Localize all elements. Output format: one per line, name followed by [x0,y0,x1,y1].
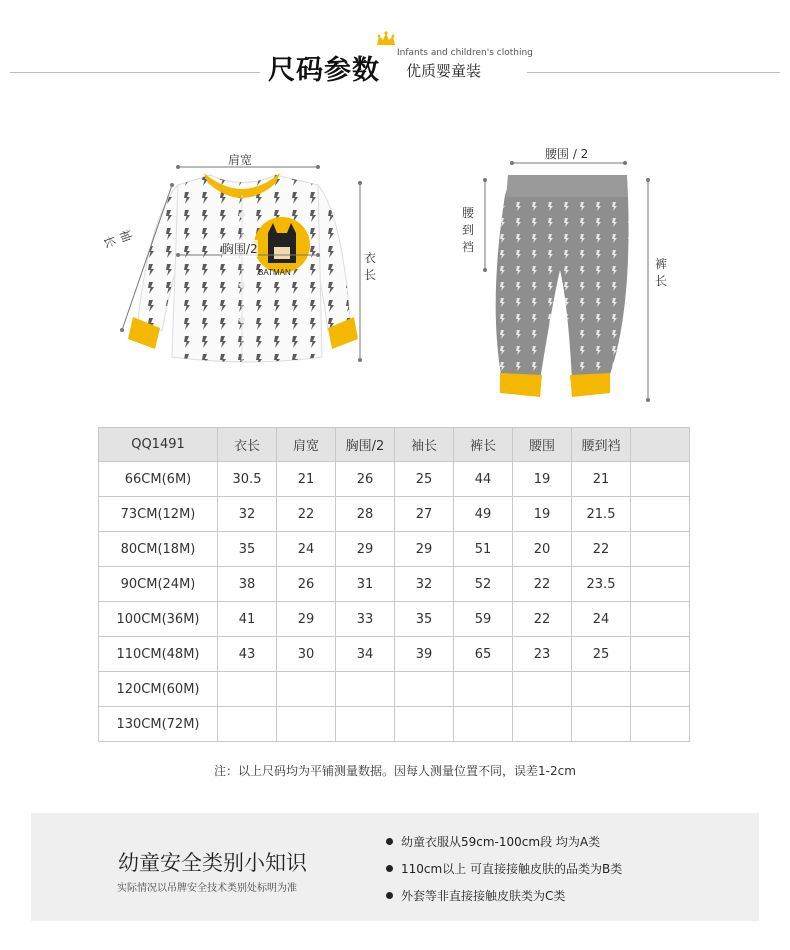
label-rise: 腰到裆 [461,206,474,254]
header-cell: 胸围/2 [336,428,395,462]
label-waist: 腰围 / 2 [545,147,589,161]
measurement-cell [631,462,690,497]
header-subtitle: 优质婴童装 [406,62,482,80]
measurement-cell [631,497,690,532]
measurement-cell: 19 [513,497,572,532]
measurement-note: 注：以上尺码均为平铺测量数据。因每人测量位置不同，误差1-2cm [214,764,576,778]
measurement-cell: 52 [454,567,513,602]
measurement-cell [572,672,631,707]
size-cell: 66CM(6M) [99,462,218,497]
header-cell: 裤长 [454,428,513,462]
measurement-cell: 33 [336,602,395,637]
measurement-cell: 26 [336,462,395,497]
bullet-icon [386,838,393,845]
measurement-cell: 20 [513,532,572,567]
measurement-cell: 32 [395,567,454,602]
measurement-cell: 65 [454,637,513,672]
measurement-cell: 51 [454,532,513,567]
shirt-image [128,173,358,363]
table-header-row [99,428,690,462]
header-cell: 腰到裆 [572,428,631,462]
measurement-cell: 30.5 [218,462,277,497]
measurement-cell: 38 [218,567,277,602]
header-cell: QQ1491 [99,428,218,462]
measurement-cell: 43 [218,637,277,672]
size-cell: 120CM(60M) [99,672,218,707]
table-row [99,567,690,602]
header-cell: 肩宽 [277,428,336,462]
measurement-cell [395,707,454,742]
measurement-cell: 35 [395,602,454,637]
measurement-cell: 21 [572,462,631,497]
measurement-cell: 29 [336,532,395,567]
list-item [386,861,622,888]
measurement-cell [336,707,395,742]
measurement-cell: 44 [454,462,513,497]
measurement-cell [631,567,690,602]
measurement-cell: 26 [277,567,336,602]
header-cell [631,428,690,462]
measurement-cell [631,672,690,707]
measurement-cell [631,637,690,672]
measurement-cell: 23 [513,637,572,672]
measurement-cell [572,707,631,742]
measurement-cell: 24 [277,532,336,567]
header-cell: 衣长 [218,428,277,462]
garment-illustration [0,135,790,425]
list-item-text: 外套等非直接接触皮肤类为C类 [401,889,566,903]
pants-image [496,175,629,397]
measurement-cell: 21.5 [572,497,631,532]
header-cell: 袖长 [395,428,454,462]
header-english: Infants and children's clothing [397,48,533,58]
measurement-cell: 25 [572,637,631,672]
page-title: 尺码参数 [268,55,380,86]
size-cell: 110CM(48M) [99,637,218,672]
list-item-text: 110cm以上 可直接接触皮肤的品类为B类 [401,862,623,876]
size-cell: 100CM(36M) [99,602,218,637]
measurement-cell: 39 [395,637,454,672]
measurement-cell: 22 [513,602,572,637]
size-cell: 90CM(24M) [99,567,218,602]
table-row [99,497,690,532]
measurement-cell [631,602,690,637]
knowledge-list [386,834,622,915]
label-sleeve: 袖长 [100,227,135,250]
measurement-cell: 30 [277,637,336,672]
measurement-cell [513,707,572,742]
table-row [99,707,690,742]
measurement-cell: 28 [336,497,395,532]
table-row [99,532,690,567]
measurement-cell [395,672,454,707]
measurement-cell [513,672,572,707]
table-row [99,602,690,637]
measurement-cell [454,672,513,707]
measurement-cell: 31 [336,567,395,602]
crown-icon [375,31,397,47]
measurement-cell: 41 [218,602,277,637]
measurement-cell [218,707,277,742]
measurement-cell: 34 [336,637,395,672]
measurement-cell: 24 [572,602,631,637]
measurement-cell [631,707,690,742]
measurement-cell [454,707,513,742]
table-row [99,672,690,707]
label-pants-length: 裤长 [654,257,667,288]
measurement-cell: 29 [277,602,336,637]
measurement-cell: 27 [395,497,454,532]
label-shoulder: 肩宽 [228,153,253,167]
header-cell: 腰围 [513,428,572,462]
measurement-cell [218,672,277,707]
size-table [98,427,690,742]
measurement-cell: 19 [513,462,572,497]
batman-print-text: BATMAN [258,268,291,277]
measurement-cell: 49 [454,497,513,532]
measurement-cell: 32 [218,497,277,532]
measurement-cell [277,672,336,707]
measurement-cell: 23.5 [572,567,631,602]
label-chest: 胸围/2 [222,242,258,256]
measurement-cell: 59 [454,602,513,637]
bullet-icon [386,865,393,872]
header-line-right [527,72,780,73]
measurement-cell: 22 [572,532,631,567]
label-length: 衣长 [363,251,376,282]
measurement-cell: 22 [513,567,572,602]
measurement-cell: 29 [395,532,454,567]
table-row [99,637,690,672]
list-item [386,834,622,861]
knowledge-subtitle: 实际情况以吊牌安全技术类别处标明为准 [117,883,297,894]
knowledge-title: 幼童安全类别小知识 [118,851,307,875]
measurement-cell [336,672,395,707]
size-cell: 130CM(72M) [99,707,218,742]
safety-knowledge-panel [31,813,759,921]
measurement-cell: 35 [218,532,277,567]
list-item-text: 幼童衣服从59cm-100cm段 均为A类 [401,835,601,849]
measurement-cell [631,532,690,567]
table-row [99,462,690,497]
size-cell: 73CM(12M) [99,497,218,532]
measurement-cell: 21 [277,462,336,497]
header-line-left [10,72,260,73]
measurement-cell [277,707,336,742]
measurement-cell: 25 [395,462,454,497]
list-item [386,888,622,915]
bullet-icon [386,892,393,899]
size-cell: 80CM(18M) [99,532,218,567]
measurement-cell: 22 [277,497,336,532]
